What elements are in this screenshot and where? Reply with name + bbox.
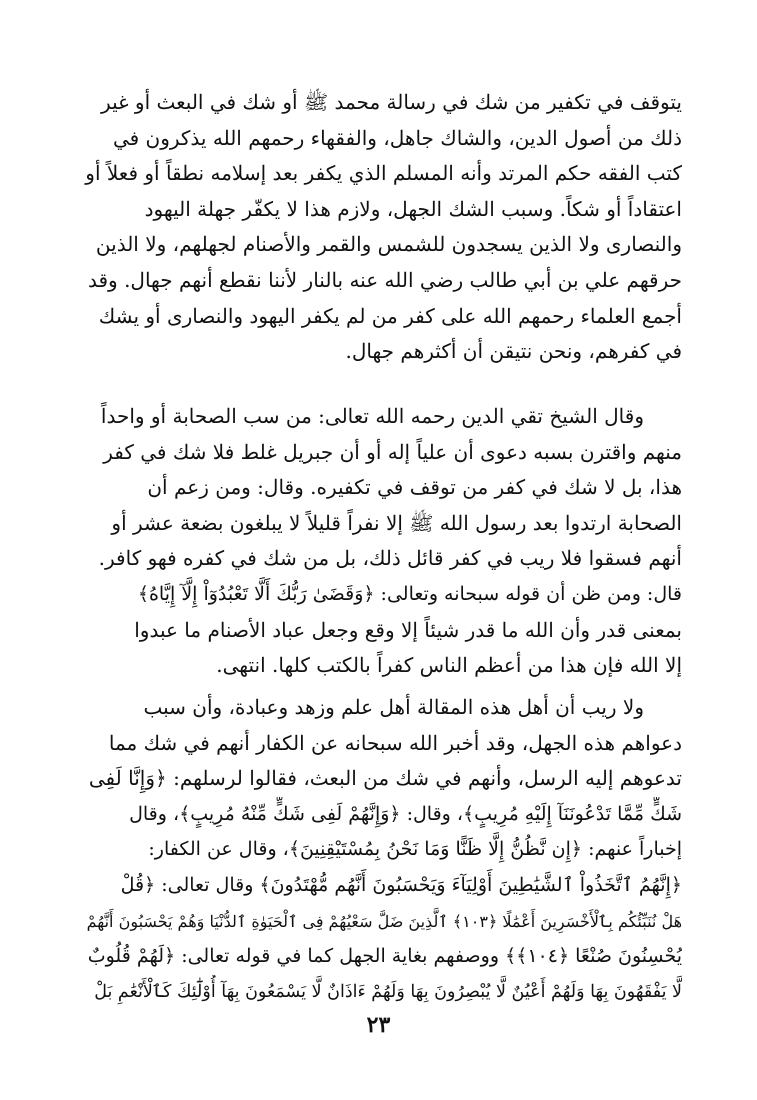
text-line: أجمع العلماء رحمهم الله على كفر من لم يكفر اليهود والنصارى أو يشك [98, 303, 682, 328]
text-line: إخباراً عنهم: ﴿إِن نَّظُنُّ إِلَّا ظَنًّا وَمَا نَحْنُ بِمُسْتَيْقِنِينَ﴾، وقال عن الكفار: [148, 838, 682, 861]
text-line: ﴿إِنَّهُمُ ٱتَّخَذُواْ ٱلشَّيَٰطِينَ أَوْلِيَآءَ وَيَحْسَبُونَ أَنَّهُم مُّهْتَدُونَ﴾ وقال تعالى: ﴿قُلْ [120, 873, 682, 896]
text-line: والنصارى ولا الذين يسجدون للشمس والقمر والأصنام لجهلهم، ولا الذين [95, 232, 682, 257]
text-line: شَكٍّ مِّمَّا تَدْعُونَنَآ إِلَيْهِ مُرِيبٍ﴾، وقال: ﴿وَإِنَّهُمْ لَفِى شَكٍّ مِّنْهُ مُرِيبٍ﴾، وقال [129, 802, 682, 825]
text-line: كتب الفقه حكم المرتد وأنه المسلم الذي يكفر بعد إسلامه نطقاً أو فعلاً أو [85, 161, 682, 186]
text-line: قال: ومن ظن أن قوله سبحانه وتعالى: ﴿وَقَضَىٰ رَبُّكَ أَلَّا تَعْبُدُوٓاْ إِلَّآ إِيَّاهُ﴾ [137, 582, 682, 605]
text-line: حرقهم علي بن أبي طالب رضي الله عنه بالنار لأننا نقطع أنهم جهال. وقد [88, 267, 682, 292]
text-line: هذا، بل لا شك في كفر من توقف في تكفيره. وقال: ومن زعم أن [147, 475, 682, 500]
text-line: تدعوهم إليه الرسل، وأنهم في شك من البعث، فقالوا لرسلهم: ﴿وَإِنَّا لَفِى [88, 766, 682, 791]
text-line: بمعنى قدر وأن الله ما قدر شيئاً إلا وقع وجعل عباد الأصنام ما عبدوا [134, 617, 682, 642]
text-line: ذلك من أصول الدين، والشاك جاهل، والفقهاء رحمهم الله يذكرون في [112, 125, 682, 150]
text-line: أنهم فسقوا فلا ريب في كفر قائل ذلك، بل من شك في كفره فهو كافر. [98, 546, 682, 571]
text-line: في كفرهم، ونحن نتيقن أن أكثرهم جهال. [345, 339, 682, 364]
page-number: ٢٣ [366, 1012, 391, 1038]
text-line: لَّا يَفْقَهُونَ بِهَا وَلَهُمْ أَعْيُنٌ لَّا يُبْصِرُونَ بِهَا وَلَهُمْ ءَاذَانٌ لَّا يَسْمَعُونَ بِهَآ أُوْلَٰٓئِكَ كَٱلْأَنْعَٰمِ بَلْ [94, 981, 682, 1002]
text-line: منهم واقترن بسبه دعوى أن علياً إله أو أن جبريل غلط فلا شك في كفر [103, 439, 682, 464]
text-line: وقال الشيخ تقي الدين رحمه الله تعالى: من سب الصحابة أو واحداً [100, 404, 644, 428]
text-line: يُحْسِنُونَ صُنْعًا ﴿١٠٤﴾﴾ ووصفهم بغاية الجهل كما في قوله تعالى: ﴿لَهُمْ قُلُوبٌ [87, 945, 682, 968]
text-line: هَلْ نُنَبِّئُكُم بِٱلْأَخْسَرِينَ أَعْمَٰلًا ﴿١٠٣﴾ ٱلَّذِينَ ضَلَّ سَعْيُهُمْ فِى ٱلْحَيَوٰةِ ٱلدُّنْيَا وَهُمْ يَحْسَبُونَ أَنَّهُمْ [86, 911, 682, 931]
paragraph-1 [82, 85, 682, 370]
text-line: ولا ريب أن أهل هذه المقالة أهل علم وزهد وعبادة، وأن سبب [143, 695, 644, 719]
text-line: يتوقف في تكفير من شك في رسالة محمد ﷺ أو شك في البعث أو غير [101, 90, 682, 114]
text-line: الصحابة ارتدوا بعد رسول الله ﷺ إلا نفراً قليلاً لا يبلغون بضعة عشر أو [111, 510, 682, 535]
text-line: إلا الله فإن هذا من أعظم الناس كفراً بالكتب كلها. انتهى. [216, 653, 682, 678]
paragraph-3 [82, 690, 682, 1010]
text-line: دعواهم هذه الجهل، وقد أخبر الله سبحانه عن الكفار أنهم في شك مما [108, 730, 682, 755]
text-line: اعتقاداً أو شكاً. وسبب الشك الجهل، ولازم هذا لا يكفّر جهلة اليهود [144, 196, 682, 221]
paragraph-2 [82, 399, 682, 684]
